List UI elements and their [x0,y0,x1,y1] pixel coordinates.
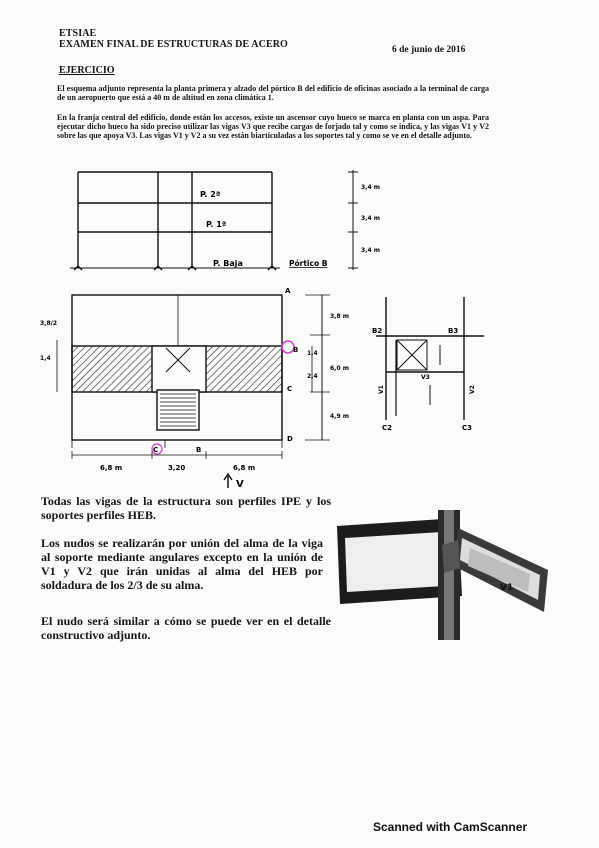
axis-label-d: D [287,435,293,443]
floor-label-2: P. 2ª [200,190,221,199]
detail-label-b3: B3 [448,327,459,335]
detail-label-v1: V1 [378,385,385,394]
portico-label: Pórtico B [289,259,328,268]
detail-label-b2: B2 [372,327,383,335]
plan-dim-1: 3,8 m [330,313,349,320]
column-mark-b: B [196,446,202,454]
elevator-detail-plan [376,297,484,420]
exam-date: 6 de junio de 2016 [392,45,466,55]
plan-dim-5: 4,9 m [330,413,349,420]
horizontal-dim-3: 6,8 m [233,464,256,472]
plan-dim-4: 6,0 m [330,365,349,372]
axis-label-c: C [287,385,293,393]
joint-detail-illustration [337,510,548,640]
axis-label-a: A [285,287,291,295]
exam-title: EXAMEN FINAL DE ESTRUCTURAS DE ACERO [59,39,288,50]
left-dim-2: 1,4 [40,355,51,362]
plan-dim-2: 1,4 [307,350,318,357]
column-mark-c: C [153,446,159,454]
elevator-paragraph: En la franja central del edificio, donde están los accesos, existe un ascensor cuyo hueco se marca en planta con un aspa. Para ejecutar dicho hueco ha sido preciso utilizar las vigas V3 que recibe cargas de forjado tal y como se indica, y las vigas V1 y V2 sobre las que apoya V3. Las vigas V1 y V2 a su vez están biarticuladas a los soportes tal y como se ve en el detalle adjunto. [57,113,489,140]
intro-paragraph: El esquema adjunto representa la planta primera y alzado del pórtico B del edificio de oficinas asociado a la terminal de carga de un aeropuerto que está a 40 m de altitud en zona climática 1. [57,84,489,102]
horizontal-dim-1: 6,8 m [100,464,123,472]
axis-label-b: B [293,346,299,354]
floor-label-ground: P. Baja [213,259,243,268]
detail-label-v3: V3 [421,374,430,381]
floor-label-1: P. 1ª [206,220,227,229]
statement-profiles: Todas las vigas de la estructura son perfiles IPE y los soportes perfiles HEB. [41,494,331,522]
detail-label-c3: C3 [462,424,473,432]
joint-label-v1: V1 [500,583,514,593]
section-title: EJERCICIO [59,65,115,76]
height-dim-2: 3,4 m [361,215,380,222]
height-dim-3: 3,4 m [361,247,380,254]
detail-label-v2: V2 [469,385,476,394]
view-label: V [236,479,244,490]
height-dim-1: 3,4 m [361,184,380,191]
plan-dim-3: 2,4 [307,373,318,380]
scanner-watermark: Scanned with CamScanner [373,820,528,834]
left-dim-1: 3,8/2 [40,320,57,327]
statement-detail: El nudo será similar a cómo se puede ver en el detalle constructivo adjunto. [41,614,331,642]
school-name: ETSIAE [59,28,97,39]
horizontal-dim-2: 3,20 [168,464,186,472]
statement-joints: Los nudos se realizarán por unión del alma de la viga al soporte mediante angulares excepto en la unión de V1 y V2 que irán unidas al alma del HEB por soldadura de los 2/3 de su alma. [41,536,323,592]
detail-label-c2: C2 [382,424,393,432]
